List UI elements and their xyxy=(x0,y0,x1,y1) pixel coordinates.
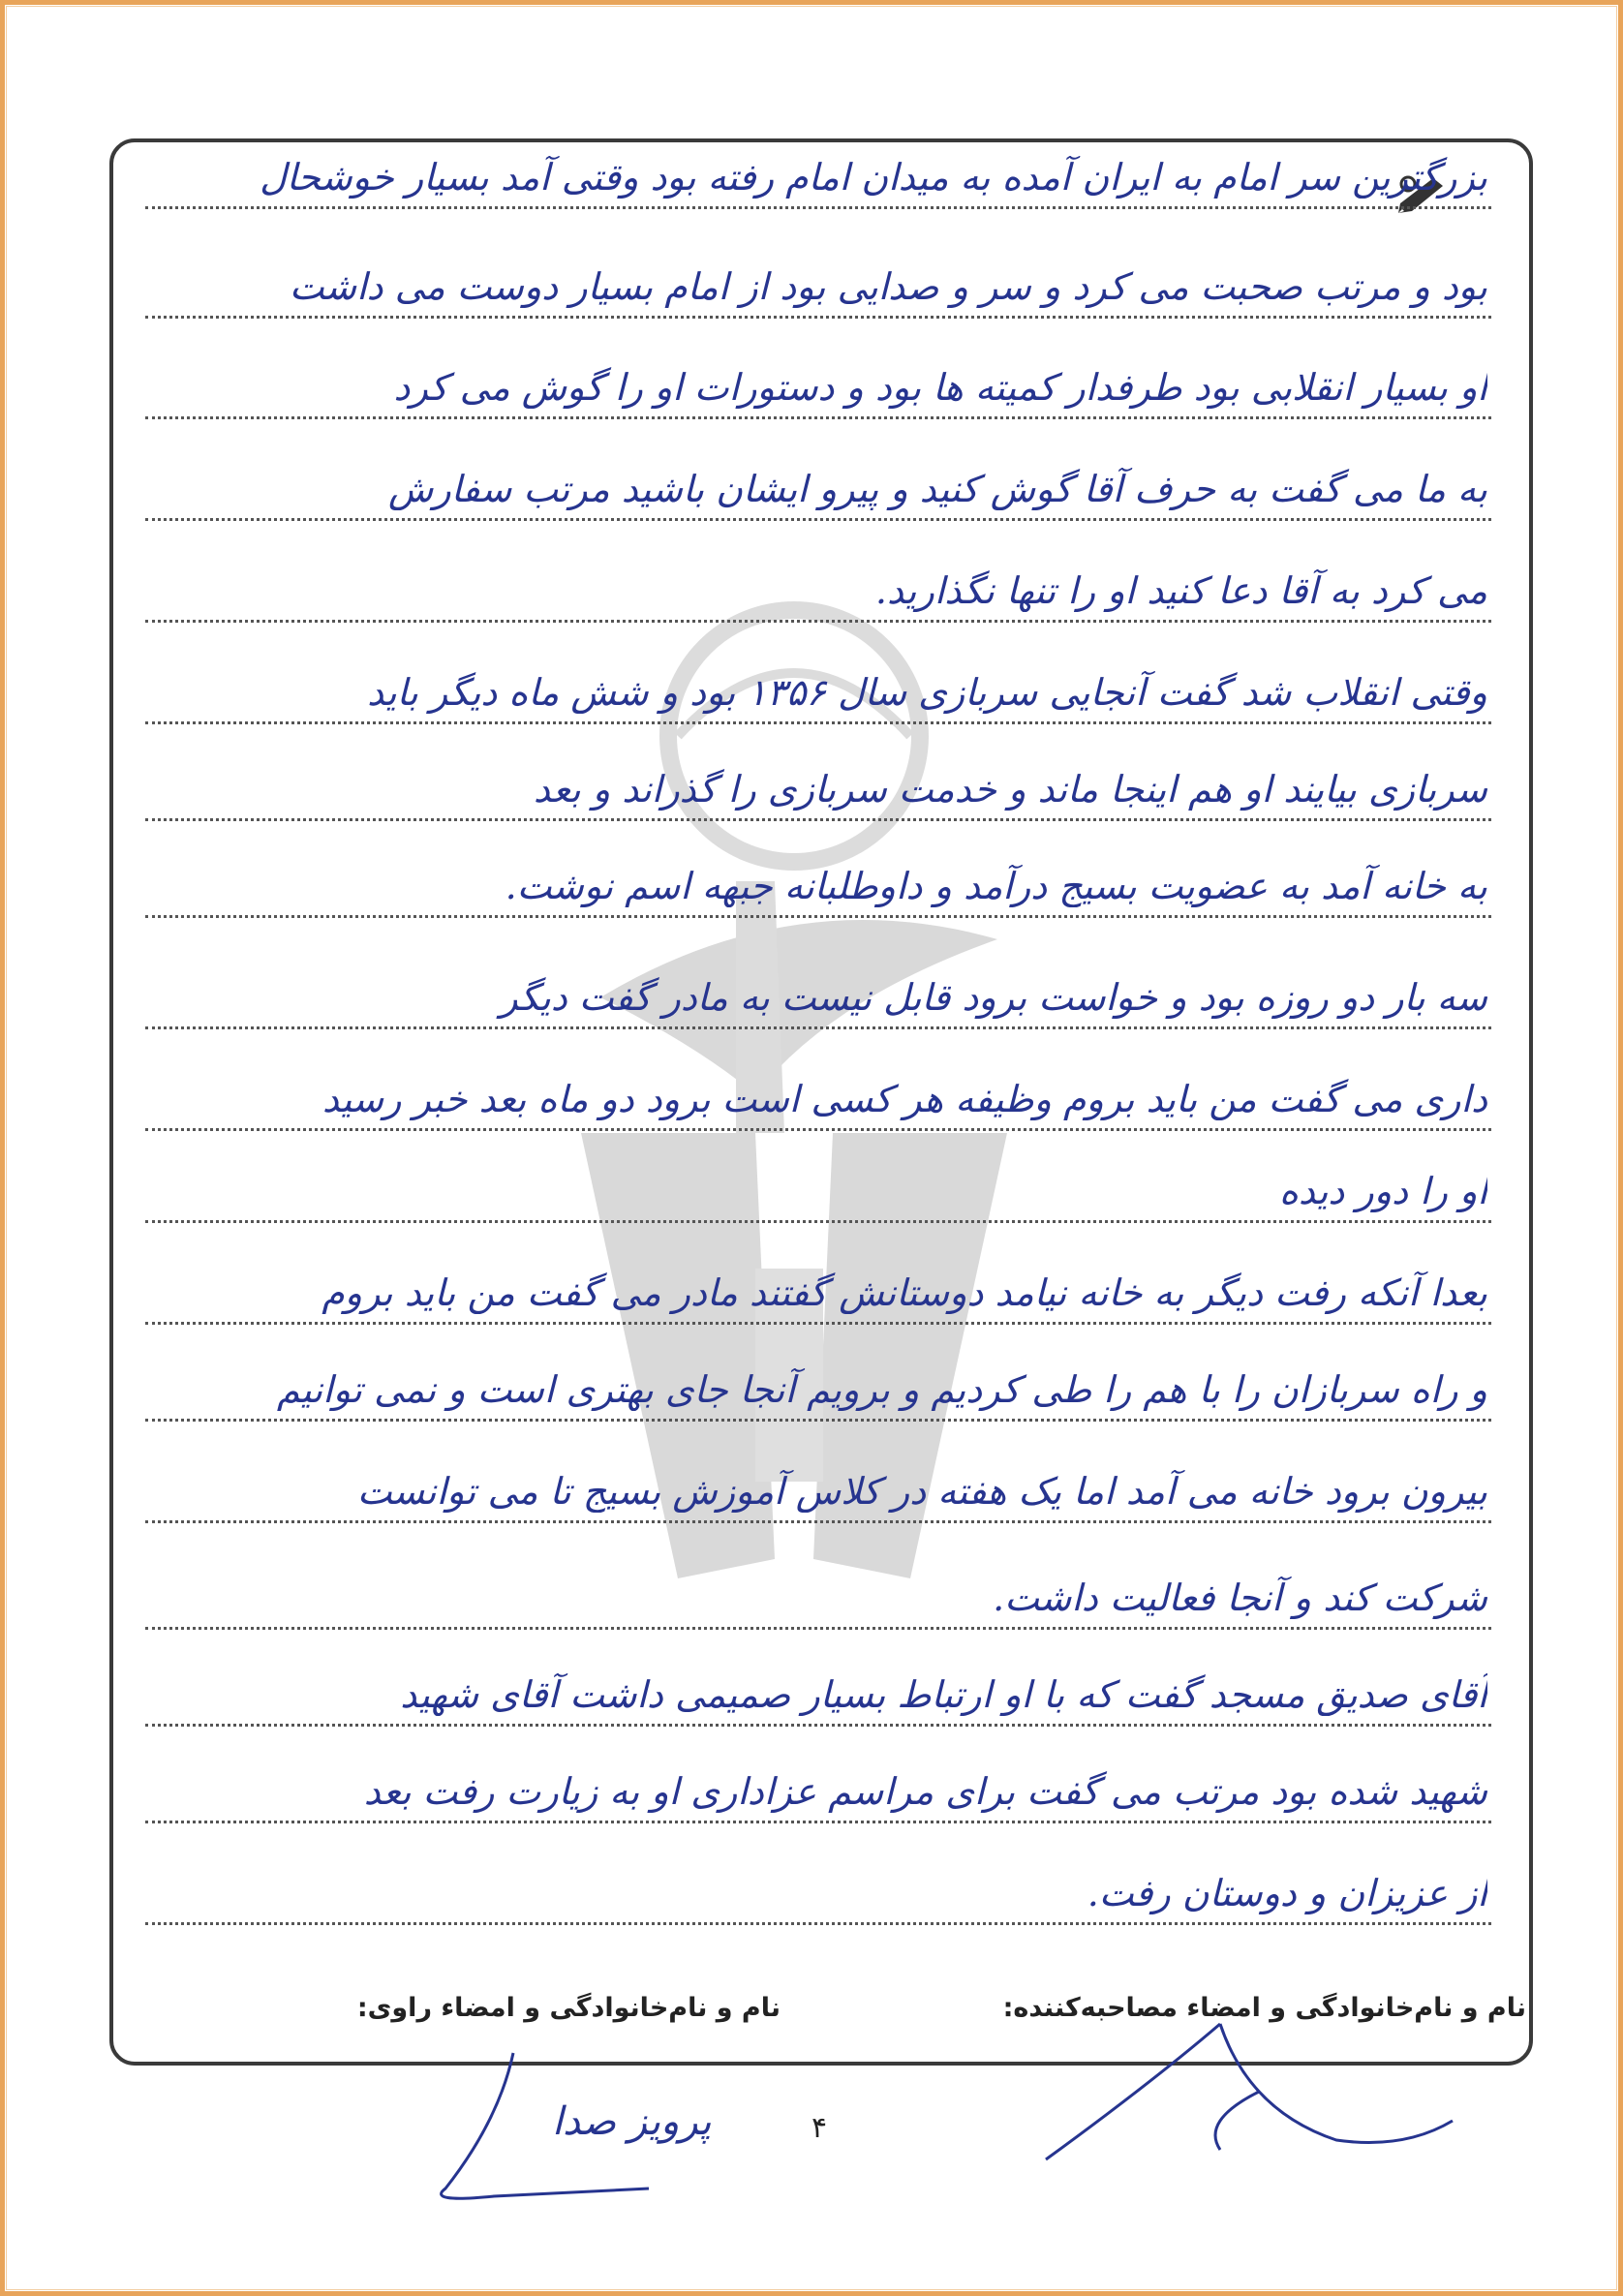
handwritten-line: داری می گفت من باید بروم وظیفه هر کسی است برود دو ماه بعد خبر رسید xyxy=(322,1078,1487,1120)
handwritten-line: به ما می گفت به حرف آقا گوش کنید و پیرو ایشان باشید مرتب سفارش xyxy=(387,468,1487,510)
handwritten-line: سربازی بیایند او هم اینجا ماند و خدمت سربازی را گذراند و بعد xyxy=(533,768,1487,811)
dotted-rule xyxy=(145,620,1491,623)
handwritten-line: بزرگترین سر امام به ایران آمده به میدان امام رفته بود وقتی آمد بسیار خوشحال xyxy=(260,156,1487,199)
handwritten-line: بود و مرتب صحبت می کرد و سر و صدایی بود از امام بسیار دوست می داشت xyxy=(289,265,1487,308)
dotted-rule xyxy=(145,1922,1491,1925)
dotted-rule xyxy=(145,915,1491,918)
handwritten-line: بعدا آنکه رفت دیگر به خانه نیامد دوستانش گفتند مادر می گفت من باید بروم xyxy=(322,1271,1487,1314)
narrator-signature-label: نام و نام‌خانوادگی و امضاء راوی: xyxy=(356,1993,781,2023)
dotted-rule xyxy=(145,1627,1491,1630)
dotted-rule xyxy=(145,1419,1491,1422)
page-number: ۴ xyxy=(812,2111,828,2145)
dotted-rule xyxy=(145,721,1491,724)
dotted-rule xyxy=(145,1220,1491,1223)
interviewer-signature-label: نام و نام‌خانوادگی و امضاء مصاحبه‌کننده: xyxy=(1002,1993,1526,2023)
dotted-rule xyxy=(145,1724,1491,1727)
dotted-rule xyxy=(145,1520,1491,1523)
dotted-rule xyxy=(145,1322,1491,1325)
handwritten-line: به خانه آمد به عضویت بسیج درآمد و داوطلبانه جبهه اسم نوشت. xyxy=(505,865,1487,907)
handwritten-line: از عزیزان و دوستان رفت. xyxy=(1087,1872,1487,1914)
handwritten-line: وقتی انقلاب شد گفت آنجایی سربازی سال ۱۳۵۶ بود و شش ماه دیگر باید xyxy=(367,671,1487,714)
dotted-rule xyxy=(145,316,1491,319)
dotted-rule xyxy=(145,818,1491,821)
dotted-rule xyxy=(145,1026,1491,1029)
handwritten-line: سه بار دو روزه بود و خواست برود قابل نیست به مادر گفت دیگر xyxy=(500,976,1487,1019)
dotted-rule xyxy=(145,518,1491,521)
dotted-rule xyxy=(145,1128,1491,1131)
interviewer-signature xyxy=(1026,2014,1472,2159)
handwritten-line: بیرون برود خانه می آمد اما یک هفته در کلاس آموزش بسیج تا می توانست xyxy=(356,1470,1487,1513)
dotted-rule xyxy=(145,206,1491,209)
handwritten-line: او را دور دیده xyxy=(1278,1170,1487,1212)
narrator-signature-text: پرویز صدا xyxy=(552,2099,712,2144)
handwritten-line: و راه سربازان را با هم را طی کردیم و برویم آنجا جای بهتری است و نمی توانیم xyxy=(276,1368,1487,1411)
handwritten-line: شهید شده بود مرتب می گفت برای مراسم عزاداری او به زیارت رفت بعد xyxy=(363,1770,1487,1813)
handwritten-line: او بسیار انقلابی بود طرفدار کمیته ها بود و دستورات او را گوش می کرد xyxy=(393,366,1487,409)
handwritten-line: آقای صدیق مسجد گفت که با او ارتباط بسیار صمیمی داشت آقای شهید xyxy=(400,1673,1487,1716)
dotted-rule xyxy=(145,416,1491,419)
dotted-rule xyxy=(145,1821,1491,1823)
handwritten-line: شرکت کند و آنجا فعالیت داشت. xyxy=(993,1577,1487,1619)
handwritten-line: می کرد به آقا دعا کنید او را تنها نگذارید. xyxy=(874,569,1487,612)
